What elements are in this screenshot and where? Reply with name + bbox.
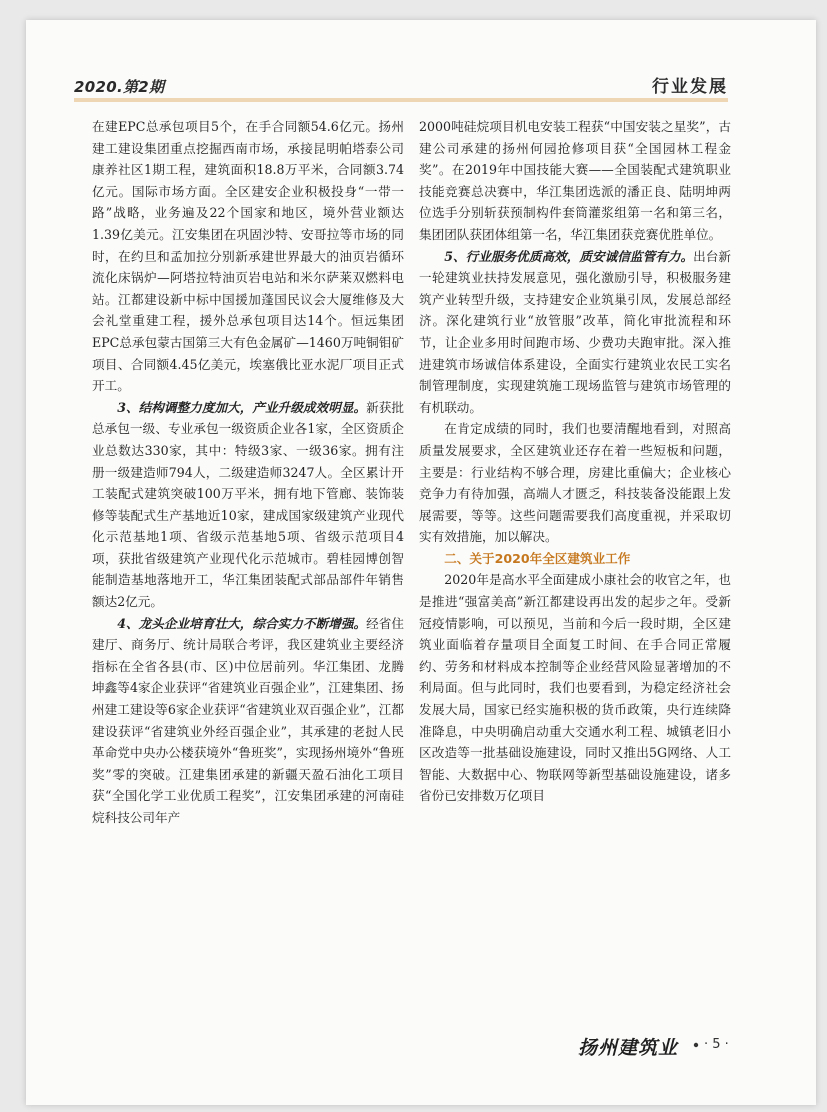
left-column xyxy=(92,116,404,829)
paragraph: 在肯定成绩的同时，我们也要清醒地看到，对照高质量发展要求，全区建筑业还存在着一些短板和问题，主要是：行业结构不够合理，房建比重偏大；企业核心竞争力有待加强，高端人才匮乏，科技装备没能跟上发展需要，等等。这些问题需要我们高度重视，并采取切实有效措施，加以解决。 xyxy=(419,421,731,545)
paragraph xyxy=(419,246,731,419)
page-header xyxy=(74,72,728,98)
issue-label: 2020.第2期 xyxy=(74,78,165,96)
header-rule xyxy=(74,98,728,102)
paragraph xyxy=(92,613,404,829)
paragraph-lead: 5、行业服务优质高效，质安诚信监管有力。 xyxy=(444,248,694,264)
right-column xyxy=(419,116,731,807)
paragraph: 在建EPC总承包项目5个，在手合同额54.6亿元。扬州建工建设集团重点挖掘西南市场，承接昆明帕塔泰公司康养社区1期工程，建筑面积18.8万平米，合同额3.74亿元。国际市场方面。全区建安企业积极投身“一带一路”战略，业务遍及22个国家和地区，境外营业额达1.39亿美元。江安集团在巩固沙特、安哥拉等市场的同时，在约旦和孟加拉分别新承建世界最大的油页岩循环流化床锅炉—阿塔拉特油页岩电站和米尔萨莱双燃料电站。江都建设新中标中国援加蓬国民议会大厦维修及大会礼堂重建工程，援外总承包项目达14个。恒远集团EPC总承包蒙古国第三大有色金属矿—1460万吨铜钼矿项目、合同额4.45亿美元，埃塞俄比亚水泥厂项目正式开工。 xyxy=(92,119,404,394)
paragraph xyxy=(92,397,404,613)
section-title: 行业发展 xyxy=(652,77,728,97)
magazine-logo: 扬州建筑业 xyxy=(578,1037,679,1059)
paragraph-lead: 4、龙头企业培育壮大，综合实力不断增强。 xyxy=(117,615,367,631)
paragraph-lead: 3、结构调整力度加大，产业升级成效明显。 xyxy=(117,399,367,415)
paragraph: 2000吨硅烷项目机电安装工程获“中国安装之星奖”，古建公司承建的扬州何园抢修项目获“全国园林工程金奖”。在2019年中国技能大赛——全国装配式建筑职业技能竞赛总决赛中，华江集团选派的潘正良、陆明坤两位选手分别斩获预制构件套筒灌浆组第一名和第三名，集团团队获团体组第一名，华江集团获竞赛优胜单位。 xyxy=(419,119,731,242)
page-number: · 5 · xyxy=(704,1037,729,1052)
footer-ornament-icon xyxy=(690,1040,702,1050)
paragraph-body: 新获批总承包一级、专业承包一级资质企业各1家，全区资质企业总数达330家，其中：特级3家、一级36家。拥有注册一级建造师794人，二级建造师3247人。全区累计开工装配式建筑突破100万平米，拥有地下管廊、装饰装修等装配式生产基地近10家，建成国家级建筑产业现代化示范基地1项、省级示范基地5项、省级示范项目4项，获批省级建筑产业现代化示范城市。碧桂园博创智能制造基地落地开工，华江集团装配式部品部件年销售额达2亿元。 xyxy=(92,399,405,610)
paragraph-body: 出台新一轮建筑业扶持发展意见，强化激励引导，积极服务建筑产业转型升级，支持建安企业筑巢引凤，发展总部经济。深化建筑行业“放管服”改革，简化审批流程和环节，让企业多用时间跑市场、少费功夫跑审批。深入推进建筑市场诚信体系建设，全面实行建筑业农民工实名制管理制度，实现建筑施工现场监管与建筑市场管理的有机联动。 xyxy=(419,248,732,415)
paragraph: 2020年是高水平全面建成小康社会的收官之年，也是推进“强富美高”新江都建设再出发的起步之年。受新冠疫情影响，可以预见，当前和今后一段时期，全区建筑业面临着存量项目全面复工时间、在手合同正常履约、劳务和材料成本控制等企业经营风险显著增加的不利局面。但与此同时，我们也要看到，为稳定经济社会发展大局，国家已经实施积极的货币政策，央行连续降准降息，中央明确启动重大交通水利工程、城镇老旧小区改造等一批基础设施建设，同时又推出5G网络、人工智能、大数据中心、物联网等新型基础设施建设，诸多省份已安排数万亿项目 xyxy=(419,572,731,804)
section-subheading: 二、关于2020年全区建筑业工作 xyxy=(444,550,631,566)
paragraph-body: 经省住建厅、商务厅、统计局联合考评，我区建筑业主要经济指标在全省各县(市、区)中位居前列。华江集团、龙腾坤鑫等4家企业获评“省建筑业百强企业”，江建集团、扬州建工建设等6家企业获评“省建筑业双百强企业”，江都建设获评“省建筑业外经百强企业”，其承建的老挝人民革命党中央办公楼获境外“鲁班奖”，实现扬州境外“鲁班奖”零的突破。江建集团承建的新疆天盈石油化工项目获“全国化学工业优质工程奖”，江安集团承建的河南硅烷科技公司年产 xyxy=(92,615,405,825)
